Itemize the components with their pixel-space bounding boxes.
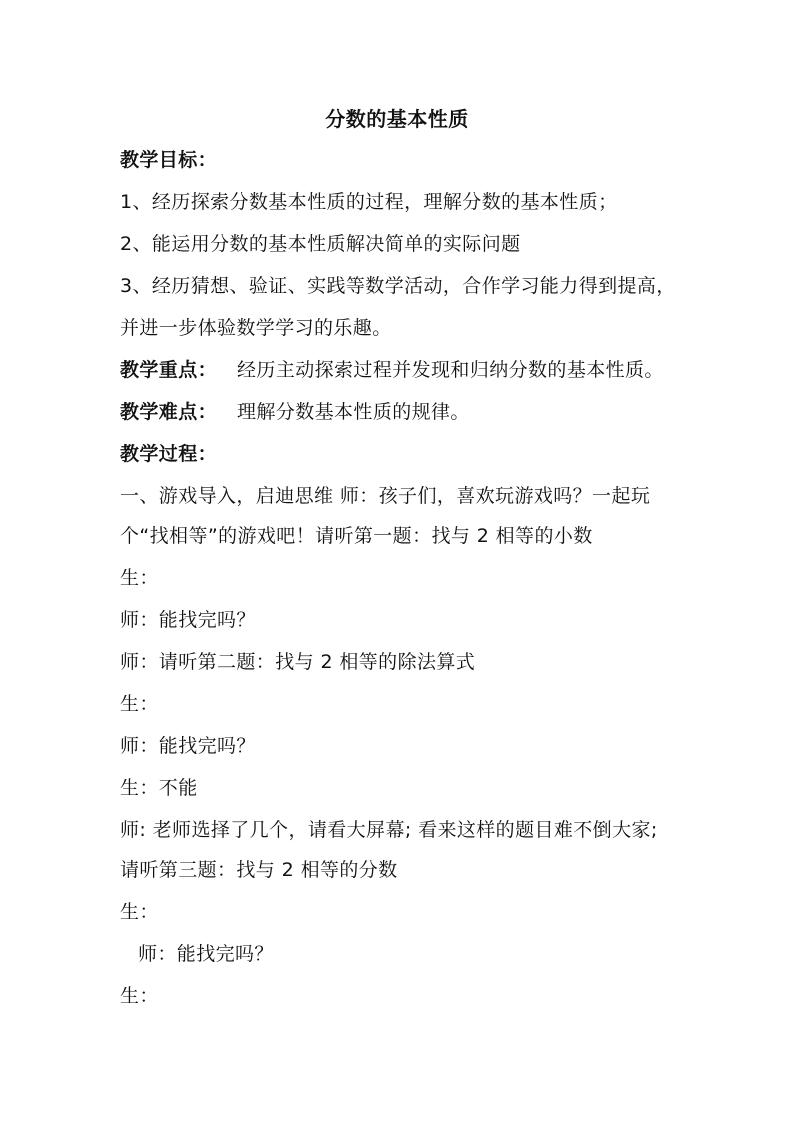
- process-heading: 教学过程：: [120, 443, 218, 465]
- objective-item-1: 1、经历探索分数基本性质的过程，理解分数的基本性质；: [120, 191, 618, 213]
- difficulty-label: 教学难点：: [120, 401, 218, 423]
- process-line: 师：能找完吗？: [120, 735, 256, 757]
- process-line: 个“找相等”的游戏吧！请听第一题：找与 2 相等的小数: [120, 525, 593, 547]
- process-line: 生：不能: [120, 777, 198, 799]
- key-point-text: 经历主动探索过程并发现和归纳分数的基本性质。: [237, 359, 664, 381]
- process-line: 师：能找完吗？: [120, 609, 256, 631]
- process-line: 师：请听第二题：找与 2 相等的除法算式: [120, 651, 476, 673]
- key-point-label: 教学重点：: [120, 359, 218, 381]
- difficulty-text: 理解分数基本性质的规律。: [237, 401, 470, 423]
- process-line: 师: 老师选择了几个，请看大屏幕; 看来这样的题目难不倒大家;: [120, 819, 658, 841]
- process-line: 生：: [120, 567, 159, 589]
- process-line: 生：: [120, 901, 159, 923]
- process-line: 生：: [120, 985, 159, 1007]
- process-line: 师：能找完吗？: [138, 943, 274, 965]
- document-title: 分数的基本性质: [325, 107, 469, 131]
- difficulty-row: [120, 398, 680, 426]
- process-line: 请听第三题：找与 2 相等的分数: [120, 859, 398, 881]
- key-point-row: [120, 356, 680, 384]
- process-line: 一、游戏导入，启迪思维 师：孩子们，喜欢玩游戏吗？一起玩: [120, 485, 651, 507]
- objective-item-3: 3、经历猜想、验证、实践等数学活动，合作学习能力得到提高，: [120, 275, 676, 297]
- objectives-heading: 教学目标：: [120, 149, 218, 171]
- process-line: 生：: [120, 693, 159, 715]
- objective-item-3-continued: 并进一步体验数学学习的乐趣。: [120, 317, 392, 339]
- objective-item-2: 2、能运用分数的基本性质解决简单的实际问题: [120, 233, 521, 255]
